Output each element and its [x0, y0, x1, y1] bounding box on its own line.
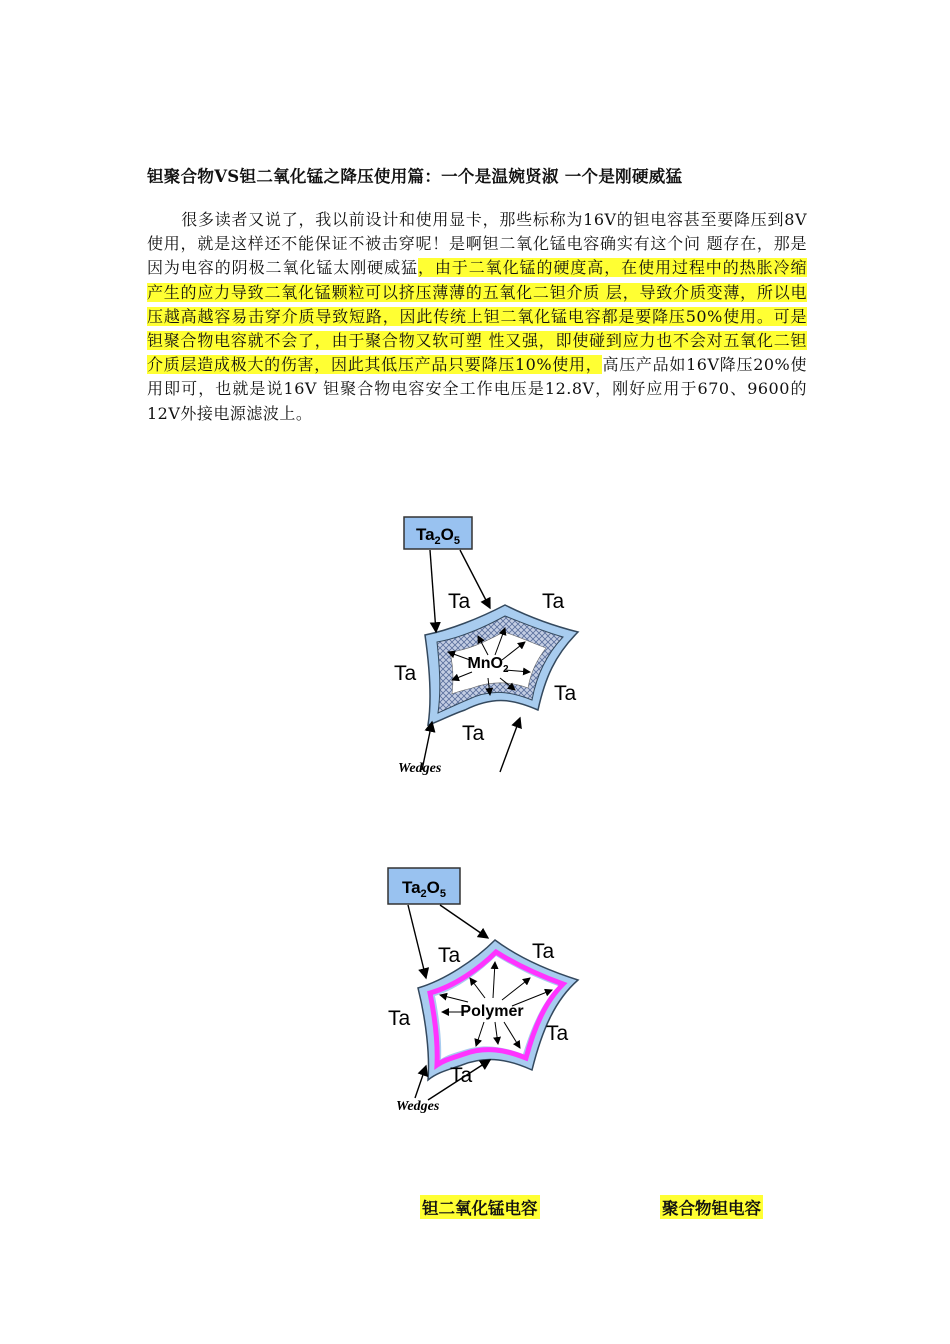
ta-label: Ta: [462, 722, 485, 745]
paragraph-text-1: 很多读者又说了，我以前设计和使用显卡，那些标称为16V的钽电容甚至要降压到8V使用，就是这样还不能保证不被击穿呢！是啊钽二氧化锰电容确实有这个问 题存在，那是因为电容的阴极二氧化锰太刚硬威猛: [147, 210, 807, 278]
ta-label: Ta: [388, 1007, 411, 1030]
ta2o5-label: $Ta_2O_5$: [401, 878, 447, 900]
ta-label: Ta: [450, 1064, 473, 1087]
page-title: 钽聚合物VS钽二氧化锰之降压使用篇：一个是温婉贤淑 一个是刚硬威猛: [147, 167, 683, 186]
caption-polymer: 聚合物钽电容: [660, 1195, 763, 1219]
paragraph-text-3: 高压产品如16V降压20%使用即可，也就是说16V 钽聚合物电容安全工作电压是12.8V，刚好应用于670、9600的12V外接电源滤波上。: [147, 355, 807, 423]
figure-mno2-diagram: [380, 510, 600, 780]
caption-mno2: 钽二氧化锰电容: [420, 1195, 540, 1219]
wedges-label: Wedges: [398, 761, 442, 776]
ta2o5-label: $Ta_2O_5$: [415, 525, 461, 547]
polymer-label: Polymer: [460, 1003, 524, 1020]
paragraph-highlighted-text: ，由于二氧化锰的硬度高，在使用过程中的热胀冷缩产生的应力导致二氧化锰颗粒可以挤压薄薄的五氧化二钽介质 层，导致介质变薄，所以电压越高越容易击穿介质导致短路，因此传统上钽二氧化锰电容都是要降压50%使用。可是钽聚合物电容就不会了，由于聚合物又软可塑 性又强，即使碰到应力也不会对五氧化二钽介质层造成极大的伤害，因此其低压产品只要降压10%使用，: [147, 258, 807, 375]
body-paragraph: [147, 208, 807, 426]
ta-label: Ta: [532, 940, 555, 963]
ta-label: Ta: [438, 944, 461, 967]
mno2-label: MnO$_2$: [467, 655, 509, 675]
ta-label: Ta: [554, 682, 577, 705]
figure-polymer-diagram: [380, 860, 600, 1125]
wedges-label: Wedges: [396, 1099, 440, 1114]
ta-label: Ta: [542, 590, 565, 613]
ta-label: Ta: [546, 1022, 569, 1045]
ta-label: Ta: [394, 662, 417, 685]
ta-label: Ta: [448, 590, 471, 613]
